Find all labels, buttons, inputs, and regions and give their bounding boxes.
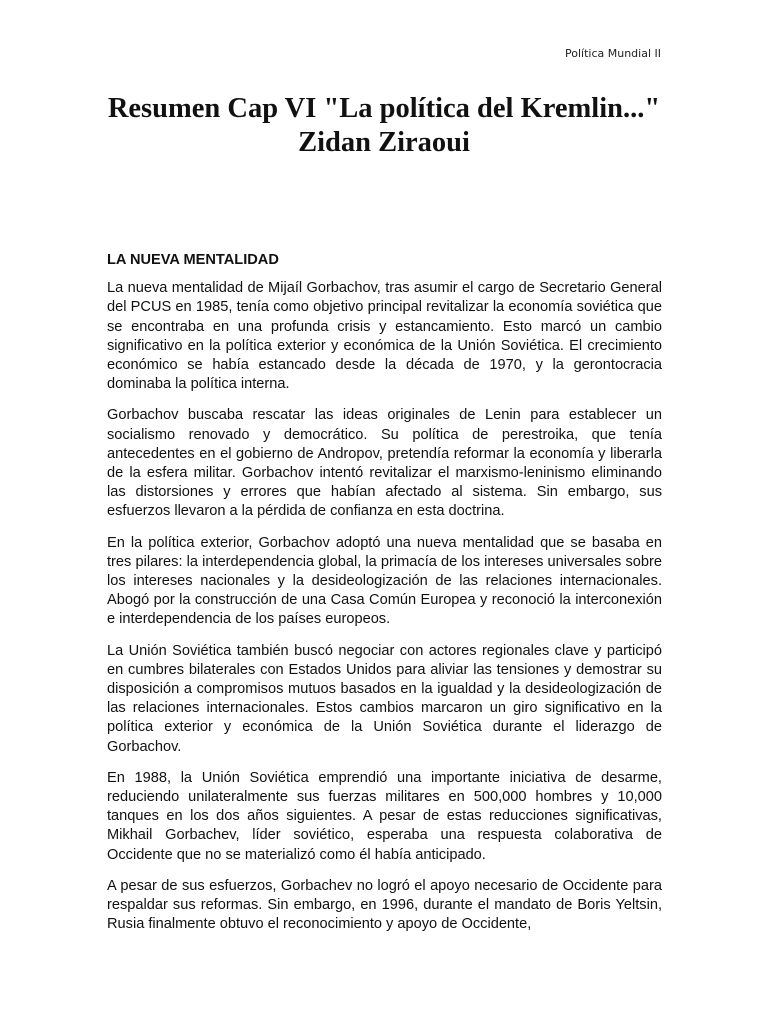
paragraph-5: En 1988, la Unión Soviética emprendió una importante iniciativa de desarme, reduciendo unilateralmente sus fuerzas militares en 500,000 hombres y 10,000 tanques en los dos años siguientes. A pesar de estas reducciones significativas, Mikhail Gorbachev, líder soviético, esperaba una respuesta colaborativa de Occidente que no se materializó como él había anticipado.: [107, 769, 662, 863]
paragraph-2: Gorbachov buscaba rescatar las ideas originales de Lenin para establecer un socialismo renovado y democrático. Su política de perestroika, que tenía antecedentes en el gobierno de Andropov, pretendía reformar la economía y liberarla de la esfera militar. Gorbachov intentó revitalizar el marxismo-leninismo eliminando las distorsiones y errores que habían afectado al sistema. Sin embargo, sus esfuerzos llevaron a la pérdida de confianza en esta doctrina.: [107, 407, 662, 520]
document-title: Resumen Cap VI "La política del Kremlin..." Zidan Ziraoui: [107, 93, 661, 158]
paragraph-3: En la política exterior, Gorbachov adoptó una nueva mentalidad que se basaba en tres pilares: la interdependencia global, la primacía de los intereses universales sobre los intereses nacionales y la desideologización de las relaciones internacionales. Abogó por la construcción de una Casa Común Europea y reconoció la interconexión e interdependencia de los países europeos.: [107, 534, 662, 628]
document-body: [107, 251, 662, 947]
paragraph-6: A pesar de sus esfuerzos, Gorbachev no logró el apoyo necesario de Occidente para respaldar sus reformas. Sin embargo, en 1996, durante el mandato de Boris Yeltsin, Rusia finalmente obtuvo el reconocimiento y apoyo de Occidente,: [107, 877, 662, 933]
paragraph-1: La nueva mentalidad de Mijaíl Gorbachov, tras asumir el cargo de Secretario General del PCUS en 1985, tenía como objetivo principal revitalizar la economía soviética que se encontraba en una profunda crisis y estancamiento. Esto marcó un cambio significativo en la política exterior y económica de la Unión Soviética. El crecimiento económico se había estancado desde la década de 1970, y la gerontocracia dominaba la política interna.: [107, 280, 662, 393]
section-heading: LA NUEVA MENTALIDAD: [107, 252, 279, 268]
running-header: Política Mundial II: [565, 47, 661, 60]
paragraph-4: La Unión Soviética también buscó negociar con actores regionales clave y participó en cumbres bilaterales con Estados Unidos para aliviar las tensiones y demostrar su disposición a compromisos mutuos basados en la igualdad y la desideologización de las relaciones internacionales. Estos cambios marcaron un giro significativo en la política exterior y económica de la Unión Soviética durante el liderazgo de Gorbachov.: [107, 642, 662, 755]
